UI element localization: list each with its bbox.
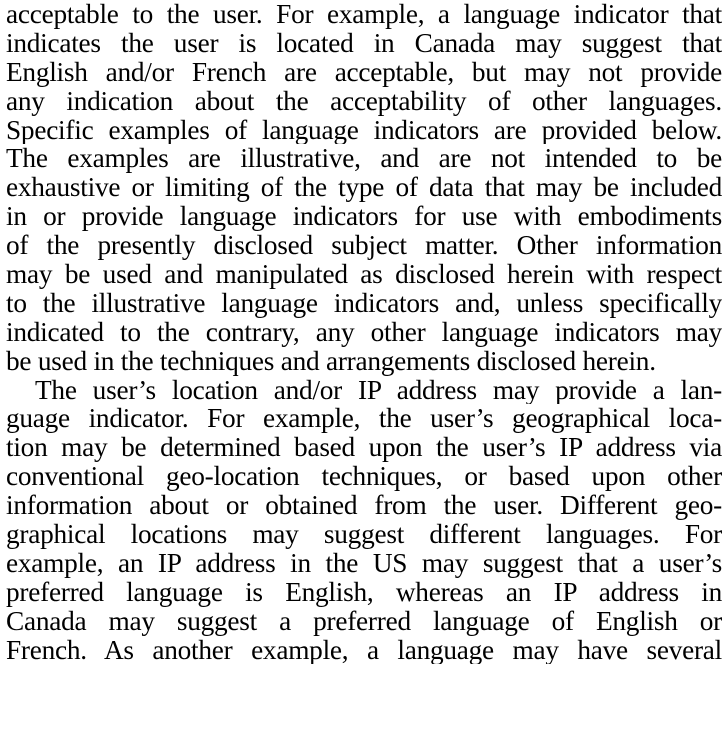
text-line: tion may be determined based upon the user’s IP address via: [6, 433, 722, 463]
text-line: conventional geo-location techniques, or based upon other: [6, 462, 722, 492]
text-line: indicates the user is located in Canada may suggest that: [6, 28, 722, 58]
text-line: graphical locations may suggest different languages. For: [6, 520, 722, 549]
paragraph-1: [6, 0, 722, 376]
text-line: information about or obtained from the user. Different geo-: [6, 491, 722, 521]
text-line: Canada may suggest a preferred language of English or: [6, 606, 722, 636]
text-line: preferred language is English, whereas an IP address in: [6, 577, 722, 607]
paragraph-2: [6, 376, 722, 665]
text-line: any indication about the acceptability of other languages.: [6, 86, 722, 116]
text-line: The examples are illustrative, and are not intended to be: [6, 144, 722, 174]
text-line: may be used and manipulated as disclosed herein with respect: [6, 260, 722, 289]
text-line: The user’s location and/or IP address may provide a lan-: [35, 375, 722, 405]
text-line: French. As another example, a language may have several: [6, 635, 722, 665]
text-line: Specific examples of language indicators are provided below.: [6, 115, 722, 145]
text-line: indicated to the contrary, any other language indicators may: [6, 317, 722, 347]
text-line: exhaustive or limiting of the type of data that may be included: [6, 173, 722, 203]
text-line: in or provide language indicators for use with embodiments: [6, 202, 722, 232]
text-line: example, an IP address in the US may suggest that a user’s: [6, 548, 722, 578]
text-line: acceptable to the user. For example, a language indicator that: [6, 0, 722, 29]
text-line: guage indicator. For example, the user’s geographical loca-: [6, 404, 722, 434]
text-line: English and/or French are acceptable, but may not provide: [6, 57, 722, 87]
text-line: to the illustrative language indicators and, unless specifically: [6, 288, 722, 318]
text-line: be used in the techniques and arrangements disclosed herein.: [6, 346, 656, 376]
text-line: of the presently disclosed subject matter. Other information: [6, 231, 722, 261]
